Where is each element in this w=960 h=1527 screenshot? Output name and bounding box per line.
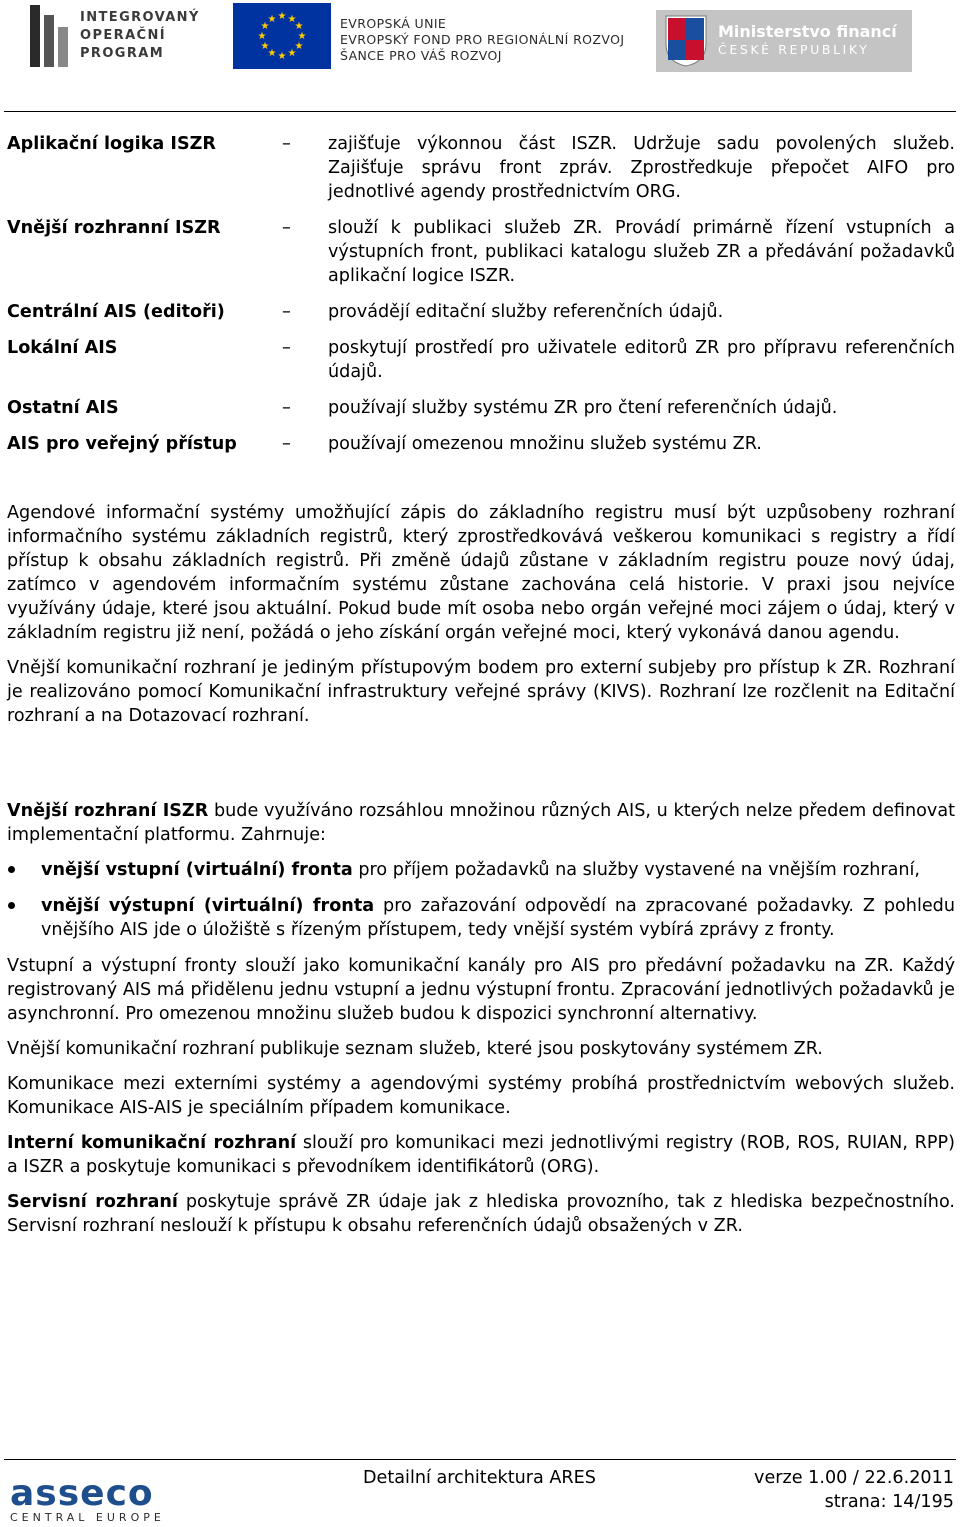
czech-crest-icon xyxy=(664,14,708,68)
paragraph-text: poskytuje správě ZR údaje jak z hlediska provozního, tak z hlediska bezpečnostního. Servisní rozhraní neslouží k přístupu k obsahu referenčních údajů obsažených v ZR. xyxy=(7,1192,955,1236)
iop-logo-line-3: PROGRAM xyxy=(80,46,165,61)
svg-text:★: ★ xyxy=(287,14,297,25)
definition-description: používají služby systému ZR pro čtení referenčních údajů. xyxy=(328,398,838,418)
eu-logo-line-2: EVROPSKÝ FOND PRO REGIONÁLNÍ ROZVOJ xyxy=(340,32,625,47)
bullet-icon xyxy=(7,894,41,942)
list-item-text: pro příjem požadavků na služby vystavené na vnějším rozhraní, xyxy=(352,860,920,880)
paragraph-text: bude využíváno rozsáhlou množinou různých AIS, u kterých nelze předem definovat implementační platformu. Zahrnuje: xyxy=(7,801,955,845)
definition-row xyxy=(7,432,955,456)
iop-logo-line-1: INTEGROVANÝ xyxy=(80,10,200,25)
svg-text:★: ★ xyxy=(297,31,307,42)
list-item-text: pro zařazování odpovědí na zpracované požadavky. Z pohledu vnějšího AIS jde o úložiště s řízeným přístupem, tedy vnější systém vybírá zprávy z fronty. xyxy=(41,896,955,940)
eu-logo-line-1: EVROPSKÁ UNIE xyxy=(340,16,447,31)
definition-description: provádějí editační služby referenčních údajů. xyxy=(328,302,724,322)
definition-row xyxy=(7,300,955,324)
definition-dash: – xyxy=(282,434,291,454)
list-item xyxy=(7,894,955,942)
footer-page-number: strana: 14/195 xyxy=(824,1492,954,1512)
bold-term: Servisní rozhraní xyxy=(7,1192,178,1212)
definition-description: zajišťuje výkonnou část ISZR. Udržuje sadu povolených služeb. Zajišťuje správu front zpráv. Zprostředkuje přepočet AIFO pro jednotlivé agendy prostřednictvím ORG. xyxy=(328,134,955,202)
paragraph: Vstupní a výstupní fronty slouží jako komunikační kanály pro AIS pro předávní požadavku na ZR. Každý registrovaný AIS má přidělenu jednu vstupní a jednu výstupní frontu. Zpracování jednotlivých požadavků je asynchronní. Pro omezenou množinu služeb budou k dispozici synchronní alternativy. xyxy=(7,956,955,1024)
bold-term: Vnější rozhraní ISZR xyxy=(7,801,209,821)
definition-row xyxy=(7,336,955,384)
eu-flag-icon xyxy=(233,3,331,69)
svg-text:★: ★ xyxy=(277,51,287,62)
footer-version: verze 1.00 / 22.6.2011 xyxy=(754,1468,954,1488)
definition-term: Centrální AIS (editoři) xyxy=(7,302,225,322)
definition-term: AIS pro veřejný přístup xyxy=(7,434,237,454)
definition-dash: – xyxy=(282,218,291,238)
body-text-block-2 xyxy=(7,799,955,1249)
definition-description: slouží k publikaci služeb ZR. Provádí primárně řízení vstupních a výstupních front, publikaci katalogu služeb ZR a předávání požadavků aplikační logice ISZR. xyxy=(328,218,955,286)
svg-text:★: ★ xyxy=(287,48,297,59)
definition-row xyxy=(7,132,955,204)
iop-logo xyxy=(30,3,220,69)
eu-logo-line-3: ŠANCE PRO VÁŠ ROZVOJ xyxy=(340,48,502,63)
definition-row xyxy=(7,396,955,420)
paragraph xyxy=(7,1190,955,1238)
bullet-icon xyxy=(7,858,41,882)
svg-text:★: ★ xyxy=(267,48,277,59)
definition-term: Vnější rozhranní ISZR xyxy=(7,218,221,238)
asseco-logo-word: asseco xyxy=(10,1473,154,1514)
definition-term: Aplikační logika ISZR xyxy=(7,134,216,154)
bold-term: vnější výstupní (virtuální) fronta xyxy=(41,896,375,916)
svg-text:★: ★ xyxy=(260,41,270,52)
svg-text:★: ★ xyxy=(257,31,267,42)
svg-text:★: ★ xyxy=(294,21,304,32)
paragraph: Vnější komunikační rozhraní publikuje seznam služeb, které jsou poskytovány systémem ZR. xyxy=(7,1039,823,1059)
asseco-logo-subtitle: CENTRAL EUROPE xyxy=(10,1511,165,1524)
iop-logo-line-2: OPERAČNÍ xyxy=(80,28,166,43)
paragraph xyxy=(7,1131,955,1179)
paragraph: Agendové informační systémy umožňující zápis do základního registru musí být uzpůsobeny rozhraní informačního systému základních registrů, který zprostředkovává veškerou komunikaci s registry a řídí přístup k obsahu základních registrů. Při změně údajů zůstane v základním registru pouze nový údaj, zatímco v agendovém informačním systému zůstane zachována celá historie. V praxi jsou nejvíce využívány údaje, které jsou aktuální. Pokud bude mít osoba nebo orgán veřejné moci zájem o údaj, který v základním registru již není, požádá o jeho získání orgán veřejné moci, který vykonává danou agendu. xyxy=(7,503,955,643)
header-divider xyxy=(4,111,956,112)
definition-dash: – xyxy=(282,302,291,322)
definition-dash: – xyxy=(282,338,291,358)
definition-description: poskytují prostředí pro uživatele editorů ZR pro přípravu referenčních údajů. xyxy=(328,338,955,382)
mf-logo-line-1: Ministerstvo financí xyxy=(718,22,897,41)
paragraph xyxy=(7,799,955,847)
svg-text:★: ★ xyxy=(294,41,304,52)
definition-description: používají omezenou množinu služeb systému ZR. xyxy=(328,434,762,454)
definition-row xyxy=(7,216,955,288)
eu-logo-text xyxy=(340,16,624,64)
svg-text:★: ★ xyxy=(267,14,277,25)
definition-term: Lokální AIS xyxy=(7,338,118,358)
mf-logo-line-2: ČESKÉ REPUBLIKY xyxy=(718,42,870,57)
svg-text:★: ★ xyxy=(260,21,270,32)
bullet-list xyxy=(7,858,955,942)
iop-logo-mark-icon xyxy=(30,5,70,67)
component-definition-list xyxy=(7,132,955,468)
definition-term: Ostatní AIS xyxy=(7,398,119,418)
svg-text:★: ★ xyxy=(277,11,287,22)
footer-document-title: Detailní architektura ARES xyxy=(363,1468,596,1488)
asseco-logo xyxy=(10,1473,220,1525)
bold-term: vnější vstupní (virtuální) fronta xyxy=(41,860,353,880)
definition-dash: – xyxy=(282,134,291,154)
paragraph: Komunikace mezi externími systémy a agendovými systémy probíhá prostřednictvím webových služeb. Komunikace AIS-AIS je speciálním případem komunikace. xyxy=(7,1074,955,1118)
bold-term: Interní komunikační rozhraní xyxy=(7,1133,297,1153)
list-item xyxy=(7,858,955,882)
ministry-of-finance-logo xyxy=(656,10,912,72)
paragraph-text: slouží pro komunikaci mezi jednotlivými registry (ROB, ROS, RUIAN, RPP) a ISZR a poskytuje komunikaci s převodníkem identifikátorů (ORG). xyxy=(7,1133,955,1177)
paragraph: Vnější komunikační rozhraní je jediným přístupovým bodem pro externí subjeby pro přístup k ZR. Rozhraní je realizováno pomocí Komunikační infrastruktury veřejné správy (KIVS). Rozhraní lze rozčlenit na Editační rozhraní a na Dotazovací rozhraní. xyxy=(7,658,955,726)
body-text-block-1 xyxy=(7,501,955,739)
footer-divider xyxy=(4,1459,956,1460)
definition-dash: – xyxy=(282,398,291,418)
